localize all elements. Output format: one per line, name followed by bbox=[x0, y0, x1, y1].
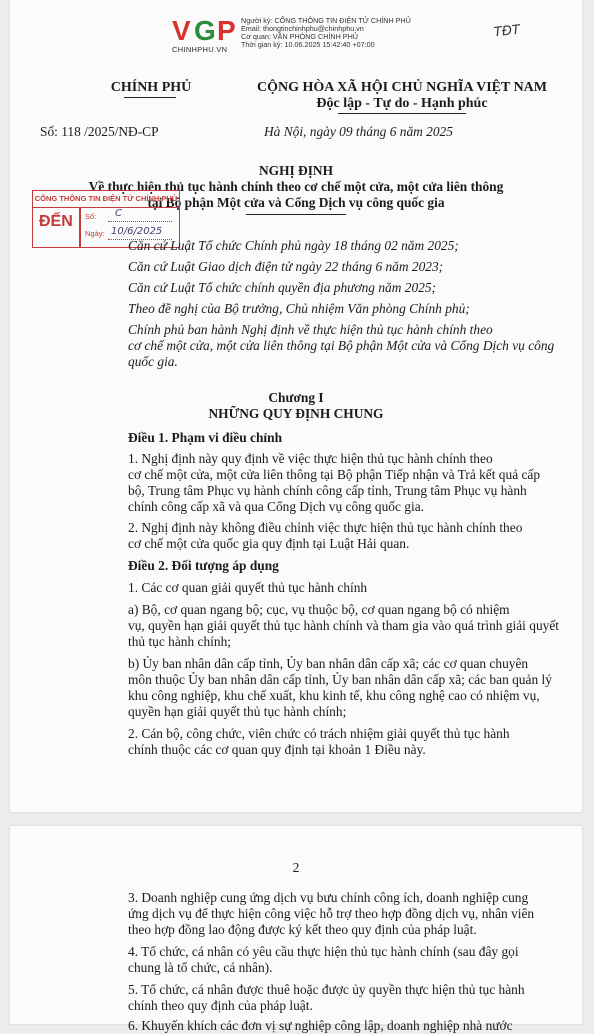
article-line: cơ chế một cửa, một cửa liên thông tại Bộ phận Tiếp nhận và Trả kết quả cấp bbox=[128, 467, 541, 482]
page-number: 2 bbox=[292, 860, 300, 875]
logo-subtitle: CHINHPHU.VN bbox=[172, 45, 228, 54]
signer-line: Người ký: CỔNG THÔNG TIN ĐIỆN TỬ CHÍNH PHỦ bbox=[241, 16, 411, 25]
document-page-1 bbox=[10, 0, 582, 812]
article-line: khu công nghiệp, khu chế xuất, khu kinh tế, khu công nghệ cao có nhiệm vụ, bbox=[128, 688, 540, 703]
preamble-line: Căn cứ Luật Tổ chức Chính phủ ngày 18 tháng 02 năm 2025; bbox=[128, 238, 459, 253]
stamp-so-label: Số: bbox=[85, 212, 97, 221]
article-line: 1. Các cơ quan giải quyết thủ tục hành chính bbox=[128, 580, 368, 595]
preamble-line: Căn cứ Luật Giao dịch điện tử ngày 22 tháng 6 năm 2023; bbox=[128, 259, 444, 274]
article-line: thủ tục hành chính; bbox=[128, 634, 232, 649]
stamp-ngay-label: Ngày: bbox=[85, 229, 105, 238]
article-line: ứng dịch vụ để thực hiện công việc hỗ trợ theo hợp đồng dịch vụ, nhân viên bbox=[128, 906, 535, 921]
issuer-underline bbox=[124, 97, 176, 98]
article-line: cơ chế một cửa quốc gia quy định tại Luật Hải quan. bbox=[128, 536, 410, 551]
preamble-line: Theo đề nghị của Bộ trưởng, Chủ nhiệm Văn phòng Chính phủ; bbox=[128, 301, 470, 316]
article-line: a) Bộ, cơ quan ngang bộ; cục, vụ thuộc bộ, cơ quan ngang bộ có nhiệm bbox=[128, 602, 510, 617]
place-date: Hà Nội, ngày 09 tháng 6 năm 2025 bbox=[264, 124, 453, 139]
email-line: Email: thongtinchinhphu@chinhphu.vn bbox=[241, 24, 364, 33]
article-1-heading: Điều 1. Phạm vi điều chỉnh bbox=[128, 430, 283, 445]
article-line: 5. Tổ chức, cá nhân được thuê hoặc được ủy quyền thực hiện thủ tục hành bbox=[128, 982, 525, 997]
article-line: b) Ủy ban nhân dân cấp tỉnh, Ủy ban nhân dân cấp xã; các cơ quan chuyên bbox=[128, 656, 529, 671]
logo-letter-v: V bbox=[172, 15, 191, 46]
article-line: 3. Doanh nghiệp cung ứng dịch vụ bưu chính công ích, doanh nghiệp cung bbox=[128, 890, 529, 905]
article-2-heading: Điều 2. Đối tượng áp dụng bbox=[128, 558, 279, 573]
preamble-line: Căn cứ Luật Tổ chức chính quyền địa phương năm 2025; bbox=[128, 280, 436, 295]
title-line-2: tại Bộ phận Một cửa và Cổng Dịch vụ công quốc gia bbox=[147, 195, 445, 210]
stamp-so-rule bbox=[108, 221, 172, 222]
chapter-label: Chương I bbox=[268, 390, 324, 405]
article-line: 4. Tổ chức, cá nhân có yêu cầu thực hiện thủ tục hành chính (sau đây gọi bbox=[128, 944, 519, 959]
logo-letter-g: G bbox=[194, 15, 216, 46]
article-line: 2. Cán bộ, công chức, viên chức có trách nhiệm giải quyết thủ tục hành bbox=[128, 726, 510, 741]
logo-letter-p: P bbox=[217, 15, 236, 46]
preamble-line: Chính phủ ban hành Nghị định về thực hiện thủ tục hành chính theo bbox=[128, 322, 493, 337]
article-line: theo hợp đồng lao động được ký kết theo quy định của pháp luật. bbox=[128, 922, 477, 937]
preamble-line: quốc gia. bbox=[128, 354, 178, 369]
document-type: NGHỊ ĐỊNH bbox=[258, 163, 334, 178]
document-number: Số: 118 /2025/NĐ-CP bbox=[40, 124, 159, 139]
stamp-header: CỔNG THÔNG TIN ĐIỆN TỬ CHÍNH PHỦ bbox=[33, 191, 179, 208]
article-line: bộ, Trung tâm Phục vụ hành chính công cấp tỉnh, Trung tâm Phục vụ hành bbox=[128, 483, 527, 498]
article-line: 6. Khuyến khích các đơn vị sự nghiệp công lập, doanh nghiệp nhà nước bbox=[128, 1018, 513, 1033]
nation-name: CỘNG HÒA XÃ HỘI CHỦ NGHĨA VIỆT NAM bbox=[256, 80, 547, 95]
agency-line: Cơ quan: VĂN PHÒNG CHÍNH PHỦ bbox=[241, 32, 358, 41]
chapter-title: NHỮNG QUY ĐỊNH CHUNG bbox=[208, 406, 384, 421]
stamp-so-value: C bbox=[115, 208, 122, 219]
article-line: chính công cấp xã và qua Cổng Dịch vụ công quốc gia. bbox=[128, 499, 424, 514]
title-underline bbox=[246, 214, 346, 215]
article-line: vụ, quyền hạn giải quyết thủ tục hành chính và tham gia vào quá trình giải quyết bbox=[128, 618, 559, 633]
national-motto: Độc lập - Tự do - Hạnh phúc bbox=[316, 96, 488, 111]
sign-time-line: Thời gian ký: 10.06.2025 15:42:40 +07:00 bbox=[241, 40, 375, 49]
article-line: quyền hạn giải quyết thủ tục hành chính; bbox=[128, 704, 347, 719]
article-line: chính theo quy định của pháp luật. bbox=[128, 998, 313, 1013]
title-line-1: Về thực hiện thủ tục hành chính theo cơ chế một cửa, một cửa liên thông bbox=[88, 179, 504, 194]
stamp-divider bbox=[79, 207, 81, 247]
stamp-ngay-value: 10/6/2025 bbox=[111, 226, 163, 237]
document-page-2 bbox=[10, 826, 582, 1033]
handwritten-mark: TĐT bbox=[493, 22, 521, 41]
vgp-logo bbox=[172, 16, 244, 52]
article-line: môn thuộc Ủy ban nhân dân cấp tỉnh, Ủy ban nhân dân cấp xã; các ban quản lý bbox=[128, 672, 552, 687]
motto-underline bbox=[338, 113, 466, 114]
article-line: 1. Nghị định này quy định về việc thực hiện thủ tục hành chính theo bbox=[128, 451, 493, 466]
issuer-name: CHÍNH PHỦ bbox=[110, 80, 192, 95]
article-line: chính thuộc các cơ quan quy định tại khoản 1 Điều này. bbox=[128, 742, 426, 757]
stamp-den-label: ĐẾN bbox=[39, 213, 73, 230]
article-line: 2. Nghị định này không điều chỉnh việc thực hiện thủ tục hành chính theo bbox=[128, 520, 523, 535]
preamble-line: cơ chế một cửa, một cửa liên thông tại Bộ phận Một cửa và Cổng Dịch vụ công bbox=[128, 338, 555, 353]
article-line: chung là tổ chức, cá nhân). bbox=[128, 960, 273, 975]
